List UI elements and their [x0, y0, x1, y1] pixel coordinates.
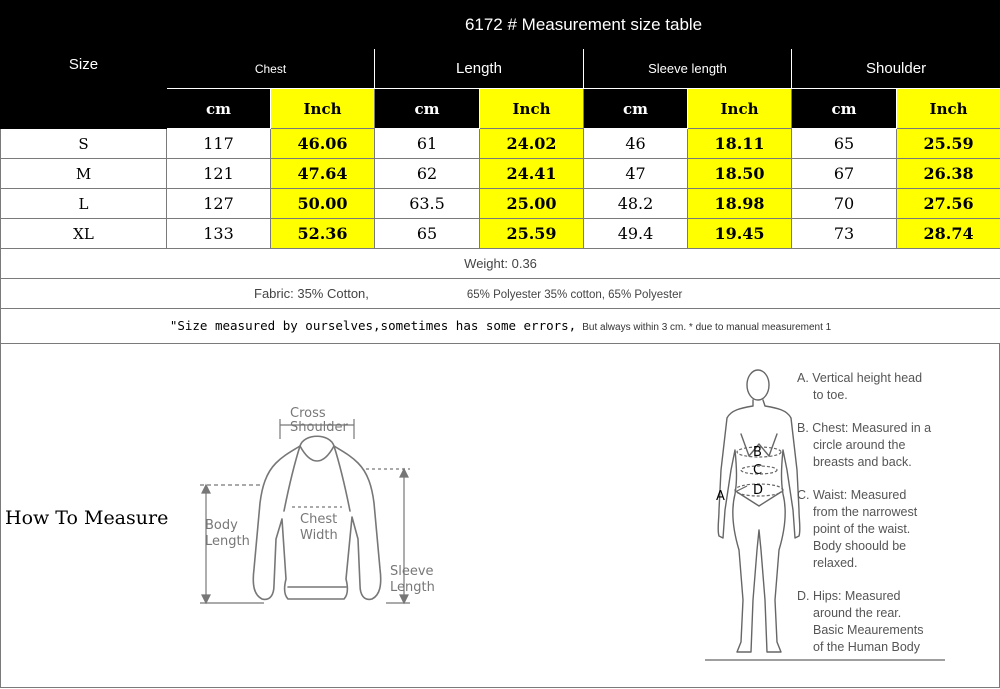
size-cell: M — [1, 159, 167, 189]
note-line: circle around the — [813, 438, 906, 452]
table-row — [1, 189, 1000, 219]
length-inch-cell: 25.59 — [480, 219, 584, 249]
label-width: Width — [300, 528, 338, 543]
how-to-measure-title: How To Measure — [5, 507, 169, 529]
unit-inch: Inch — [688, 89, 792, 129]
note-line: Basic Meaurements — [813, 623, 924, 637]
unit-cm: cm — [792, 89, 897, 129]
weight-row: Weight: 0.36 — [1, 249, 1000, 279]
table-title: 6172 # Measurement size table — [167, 1, 1000, 49]
size-cell: L — [1, 189, 167, 219]
unit-cm: cm — [584, 89, 688, 129]
shoulder-cm-cell: 70 — [792, 189, 897, 219]
chest-cm-cell: 117 — [167, 129, 271, 159]
table-row — [1, 159, 1000, 189]
length-cm-cell: 61 — [375, 129, 480, 159]
unit-inch: Inch — [480, 89, 584, 129]
how-to-measure-panel — [0, 344, 1000, 688]
label-sleeve: Sleeve — [390, 564, 434, 579]
measurement-notes — [797, 370, 997, 672]
note-line: relaxed. — [813, 556, 858, 570]
unit-cm: cm — [375, 89, 480, 129]
note-line: of the Human Body — [813, 640, 921, 654]
note-small: But always within 3 cm. * due to manual measurement 1 — [582, 322, 832, 333]
chest-inch-cell: 47.64 — [271, 159, 375, 189]
sleeve-cm-cell: 46 — [584, 129, 688, 159]
sleeve-cm-cell: 48.2 — [584, 189, 688, 219]
length-inch-cell: 24.41 — [480, 159, 584, 189]
length-cm-cell: 62 — [375, 159, 480, 189]
sweater-raglan-left — [284, 446, 300, 511]
chest-header: Chest — [167, 49, 375, 89]
label-shoulder: Shoulder — [290, 420, 348, 435]
shoulder-cm-cell: 73 — [792, 219, 897, 249]
length-cm-cell: 65 — [375, 219, 480, 249]
sleeve-cm-cell: 49.4 — [584, 219, 688, 249]
sleeve-inch-cell: 18.11 — [688, 129, 792, 159]
unit-inch: Inch — [897, 89, 1000, 129]
sleeve-cm-cell: 47 — [584, 159, 688, 189]
size-header: Size — [1, 1, 167, 129]
label-length: Length — [205, 534, 250, 549]
sleeve-inch-cell: 18.50 — [688, 159, 792, 189]
chest-cm-cell: 133 — [167, 219, 271, 249]
shoulder-inch-cell: 28.74 — [897, 219, 1000, 249]
unit-cm: cm — [167, 89, 271, 129]
figure-letter-a: A — [716, 489, 725, 504]
figure-letter-b: B — [753, 445, 762, 460]
note-d — [797, 588, 997, 656]
sleeve-inch-cell: 19.45 — [688, 219, 792, 249]
table-row — [1, 129, 1000, 159]
label-body: Body — [205, 518, 238, 533]
note-a-title: A. Vertical height head — [797, 371, 923, 385]
note-b-title: B. Chest: Measured in a — [797, 421, 932, 435]
sweater-diagram — [196, 399, 446, 669]
note-line: to toe. — [813, 388, 848, 402]
shoulder-cm-cell: 67 — [792, 159, 897, 189]
shoulder-inch-cell: 26.38 — [897, 159, 1000, 189]
note-line: point of the waist. — [813, 522, 911, 536]
chest-cm-cell: 121 — [167, 159, 271, 189]
length-inch-cell: 25.00 — [480, 189, 584, 219]
table-row — [1, 219, 1000, 249]
shoulder-inch-cell: 27.56 — [897, 189, 1000, 219]
note-line: from the narrowest — [813, 505, 918, 519]
sweater-raglan-right — [334, 446, 350, 511]
length-header: Length — [375, 49, 584, 89]
fabric-text-a: Fabric: 35% Cotton, — [254, 286, 369, 301]
note-c-title: C. Waist: Measured — [797, 488, 907, 502]
label-chest: Chest — [300, 512, 338, 527]
shoulder-header: Shoulder — [792, 49, 1000, 89]
shoulder-cm-cell: 65 — [792, 129, 897, 159]
note-line: breasts and back. — [813, 455, 912, 469]
figure-letter-c: C — [753, 463, 763, 478]
shoulder-inch-cell: 25.59 — [897, 129, 1000, 159]
figure-letter-d: D — [753, 483, 764, 498]
chest-cm-cell: 127 — [167, 189, 271, 219]
figure-body — [718, 400, 800, 652]
size-table — [0, 0, 1000, 344]
size-cell: S — [1, 129, 167, 159]
note-main: "Size measured by ourselves,sometimes has some errors, — [169, 318, 577, 333]
chest-inch-cell: 46.06 — [271, 129, 375, 159]
label-cross: Cross — [290, 406, 326, 421]
note-c — [797, 487, 997, 572]
size-cell: XL — [1, 219, 167, 249]
chest-inch-cell: 52.36 — [271, 219, 375, 249]
note-a — [797, 370, 997, 404]
note-line: around the rear. — [813, 606, 902, 620]
fabric-text-b: 65% Polyester 35% cotton, 65% Polyester — [466, 289, 683, 301]
note-b — [797, 420, 997, 471]
sweater-neck — [300, 436, 334, 446]
note-line: Body shoould be — [813, 539, 907, 553]
label-sleeve-length: Length — [390, 580, 435, 595]
figure-head — [747, 370, 769, 400]
sleeve-length-header: Sleeve length — [584, 49, 792, 89]
note-d-title: D. Hips: Measured — [797, 589, 901, 603]
measurement-note-row — [1, 309, 1000, 344]
sleeve-inch-cell: 18.98 — [688, 189, 792, 219]
length-inch-cell: 24.02 — [480, 129, 584, 159]
chest-inch-cell: 50.00 — [271, 189, 375, 219]
length-cm-cell: 63.5 — [375, 189, 480, 219]
fabric-row — [1, 279, 1000, 309]
unit-inch: Inch — [271, 89, 375, 129]
